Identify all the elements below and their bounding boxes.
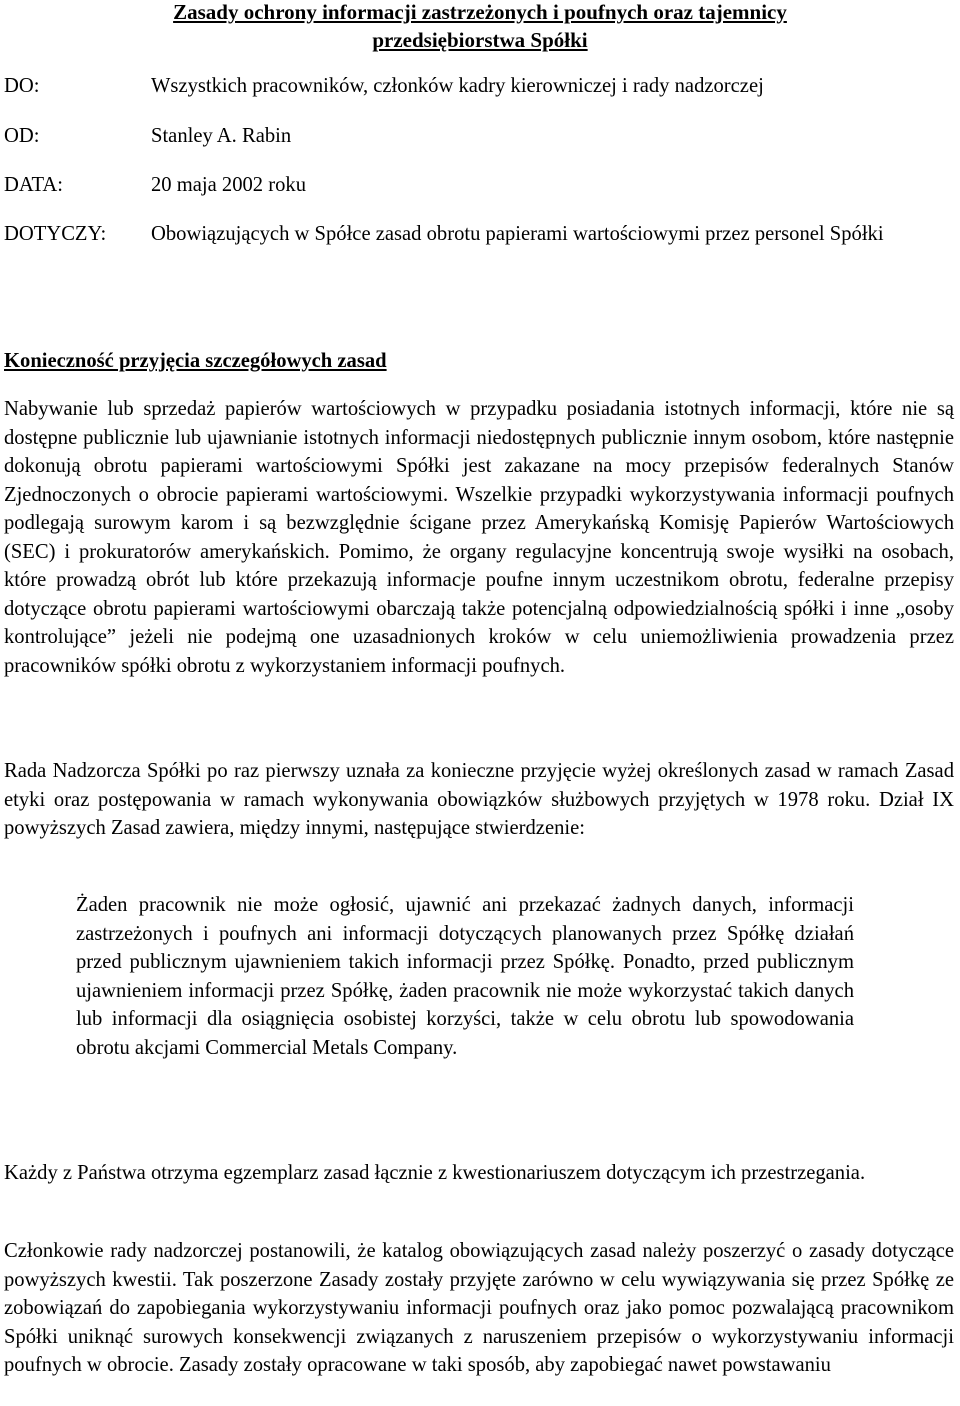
memo-to-label: DO: bbox=[4, 75, 40, 97]
title-line-1: Zasady ochrony informacji zastrzeżonych i poufnych oraz tajemnicy bbox=[173, 0, 787, 24]
document-title bbox=[0, 0, 960, 54]
paragraph-1: Nabywanie lub sprzedaż papierów wartościowych w przypadku posiadania istotnych informacji, które nie są dostępne publicznie lub ujawnianie istotnych informacji niedostępnych publicznie innym osobom, które następnie dokonują obrotu papierami wartościowymi Spółki jest zakazane na mocy przepisów federalnych Stanów Zjednoczonych o obrocie papierami wartościowymi. Wszelkie przypadki wykorzystywania informacji poufnych podlegają surowym karom i są bezwzględnie ścigane przez Amerykańską Komisję Papierów Wartościowych (SEC) i prokuratorów amerykańskich. Pomimo, że organy regulacyjne koncentrują swoje wysiłki na osobach, które prowadzą obrót lub które przekazują informacje poufne innym uczestnikom obrotu, federalne przepisy dotyczące obrotu papierami wartościowymi obarczają także potencjalną odpowiedzialnością spółki i inne „osoby kontrolujące” jeżeli nie podejmą one uzasadnionych kroków w celu uniemożliwienia prowadzenia przez pracowników spółki obrotu z wykorzystaniem informacji poufnych. bbox=[4, 398, 954, 677]
memo-subject-value: Obowiązujących w Spółce zasad obrotu papierami wartościowymi przez personel Spółki bbox=[151, 223, 884, 245]
memo-from-value: Stanley A. Rabin bbox=[151, 125, 292, 147]
title-line-2: przedsiębiorstwa Spółki bbox=[372, 28, 588, 52]
paragraph-2: Rada Nadzorcza Spółki po raz pierwszy uznała za konieczne przyjęcie wyżej określonych zasad w ramach Zasad etyki oraz postępowania w ramach wykonywania obowiązków służbowych przyjętych w 1978 roku. Dział IX powyższych Zasad zawiera, między innymi, następujące stwierdzenie: bbox=[4, 760, 954, 839]
memo-to-value: Wszystkich pracowników, członków kadry kierowniczej i rady nadzorczej bbox=[151, 75, 764, 97]
quoted-statement: Żaden pracownik nie może ogłosić, ujawnić ani przekazać żadnych danych, informacji zastrzeżonych i poufnych ani informacji dotyczących planowanych przez Spółkę działań przed publicznym ujawnieniem takich informacji przez Spółkę. Ponadto, przed publicznym ujawnieniem informacji przez Spółkę, żaden pracownik nie może wykorzystać takich danych lub informacji dla osiągnięcia osobistej korzyści, także w celu obrotu lub spowodowania obrotu akcjami Commercial Metals Company. bbox=[76, 894, 854, 1059]
memo-from-label: OD: bbox=[4, 125, 40, 147]
memo-date-label: DATA: bbox=[4, 174, 63, 196]
memo-subject-label: DOTYCZY: bbox=[4, 223, 107, 245]
paragraph-4: Członkowie rady nadzorczej postanowili, że katalog obowiązujących zasad należy poszerzyć o zasady dotyczące powyższych kwestii. Tak poszerzone Zasady zostały przyjęte zarówno w celu wywiązywania się przez Spółkę ze zobowiązań do zapobiegania wykorzystywaniu informacji poufnych oraz jako pomoc pozwalającą pracownikom Spółki uniknąć surowych konsekwencji związanych z naruszeniem przepisów o wykorzystywaniu informacji poufnych w obrocie. Zasady zostały opracowane w taki sposób, aby zapobiegać nawet powstawaniu bbox=[4, 1240, 954, 1376]
memo-date-value: 20 maja 2002 roku bbox=[151, 174, 306, 196]
paragraph-3: Każdy z Państwa otrzyma egzemplarz zasad łącznie z kwestionariuszem dotyczącym ich przestrzegania. bbox=[4, 1162, 866, 1184]
section-heading: Konieczność przyjęcia szczegółowych zasad bbox=[4, 350, 387, 372]
